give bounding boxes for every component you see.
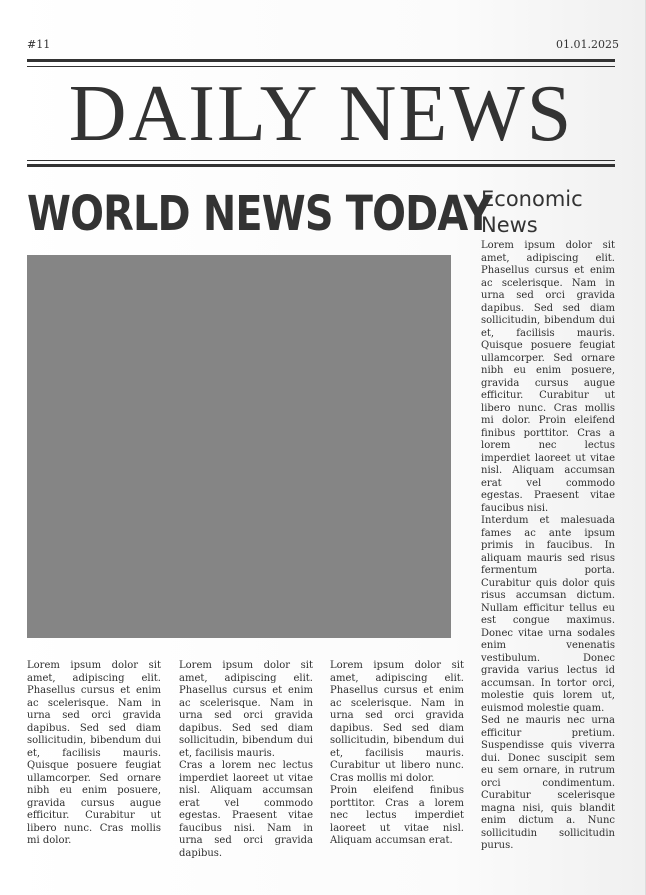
masthead-rule-bottom-thin [27, 160, 615, 161]
sidebar-title: Economic News [481, 187, 583, 237]
masthead-rule-top-thick [27, 59, 615, 62]
article-paragraph: Lorem ipsum dolor sit amet, adipiscing elit. Phasellus cursus et enim ac scelerisque. Nam in urna sed orci gravida dapibus. Sed sed diam sollicitudin, bibendum dui et, facilisis mauris. Curabitur ut libero nunc. Cras mollis mi dolor. [330, 660, 464, 784]
article-column-3 [330, 660, 464, 848]
sidebar-paragraph: Interdum et malesuada fames ac ante ipsum primis in faucibus. In aliquam mauris sed risus fermentum porta. Curabitur quis dolor quis risus accumsan dictum. Nullam efficitur tellus eu est congue maximus. Donec vitae urna sodales enim venenatis vestibulum. Donec gravida varius lectus id accumsan. In tortor orci, molestie quis lorem ut, euismod molestie quam. [481, 515, 615, 714]
issue-number: #11 [27, 38, 51, 51]
issue-date: 01.01.2025 [556, 38, 619, 51]
article-paragraph: Proin eleifend finibus porttitor. Cras a lorem nec lectus imperdiet laoreet ut vitae nisl. Aliquam accumsan erat. [330, 785, 464, 846]
article-column-2 [179, 660, 313, 860]
article-paragraph: Lorem ipsum dolor sit amet, adipiscing elit. Phasellus cursus et enim ac scelerisque. Nam in urna sed orci gravida dapibus. Sed sed diam sollicitudin, bibendum dui et, facilisis mauris. Quisque posuere feugiat ullamcorper. Sed ornare nibh eu enim posuere, gravida cursus augue efficitur. Curabitur ut libero nunc. Cras mollis mi dolor. [27, 660, 161, 846]
sidebar-paragraph: Lorem ipsum dolor sit amet, adipiscing elit. Phasellus cursus et enim ac scelerisque. Nam in urna sed orci gravida dapibus. Sed sed diam sollicitudin, bibendum dui et, facilisis mauris. Quisque posuere feugiat ullamcorper. Sed ornare nibh eu enim posuere, gravida cursus augue efficitur. Curabitur ut libero nunc. Cras mollis mi dolor. Proin eleifend finibus porttitor. Cras a lorem nec lectus imperdiet laoreet ut vitae nisl. Aliquam accumsan erat vel commodo egestas. Praesent vitae faucibus nisi. [481, 240, 615, 514]
masthead-rule-bottom-thick [27, 164, 615, 167]
sidebar-article [481, 240, 615, 853]
article-paragraph: Cras a lorem nec lectus imperdiet laoreet ut vitae nisl. Aliquam accumsan erat vel commodo egestas. Praesent vitae faucibus nisi. Nam in urna sed orci gravida dapibus. [179, 760, 313, 859]
article-paragraph: Lorem ipsum dolor sit amet, adipiscing elit. Phasellus cursus et enim ac scelerisque. Nam in urna sed orci gravida dapibus. Sed sed diam sollicitudin, bibendum dui et, facilisis mauris. [179, 660, 313, 759]
main-headline: WORLD NEWS TODAY [27, 186, 492, 242]
article-column-1 [27, 660, 161, 848]
masthead-title: DAILY NEWS [68, 70, 574, 158]
sidebar-paragraph: Sed ne mauris nec urna efficitur pretium. Suspendisse quis viverra dui. Donec suscipit sem eu sem ornare, in rutrum orci condimentum. Curabitur scelerisque magna nisi, quis blandit enim dictum a. Nunc sollicitudin sollicitudin purus. [481, 715, 615, 851]
headline-photo-placeholder [27, 255, 451, 638]
